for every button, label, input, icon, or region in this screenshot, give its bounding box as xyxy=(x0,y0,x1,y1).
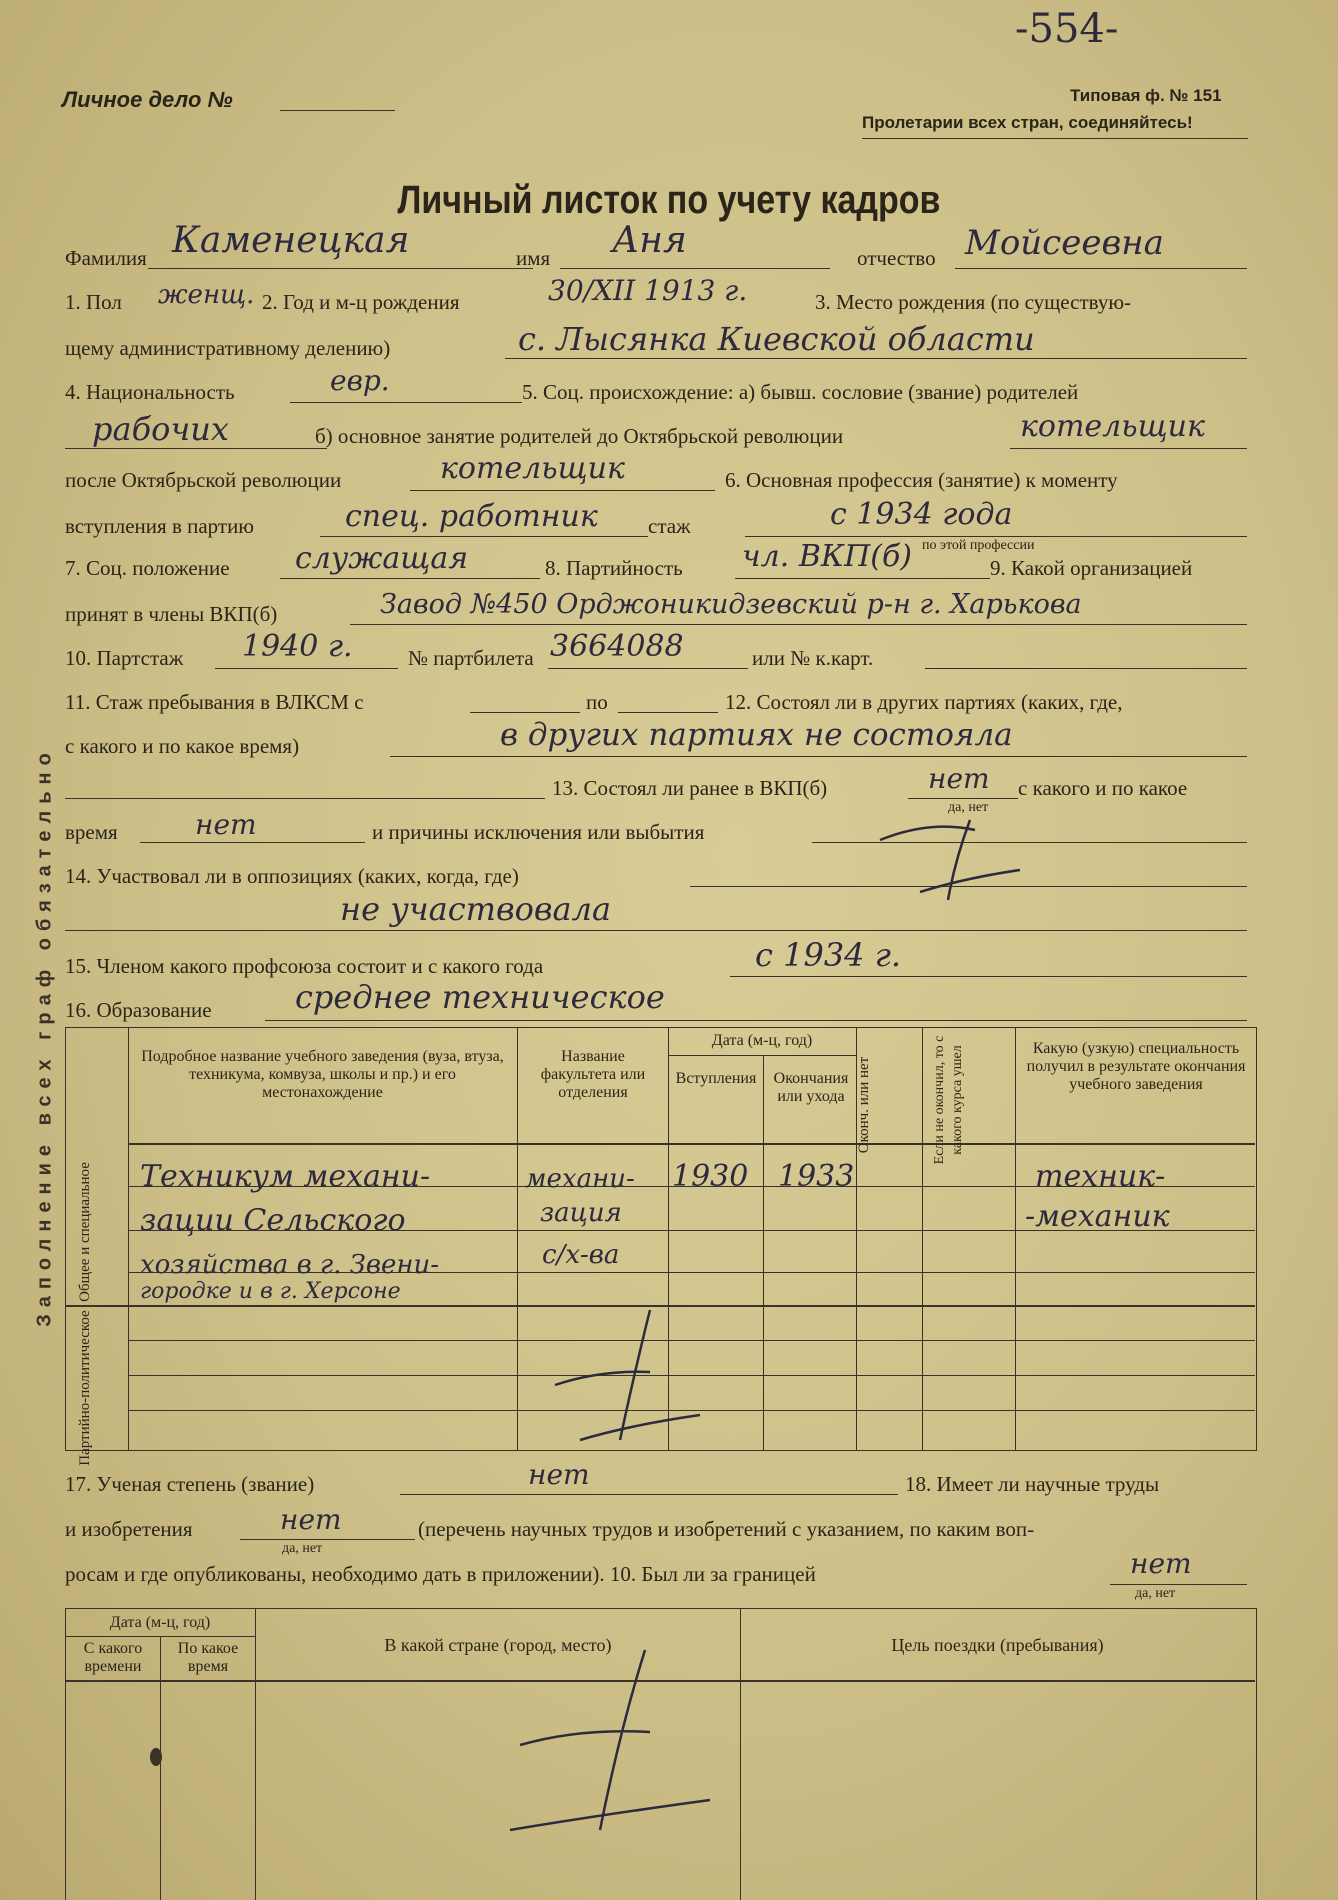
works-line xyxy=(240,1539,415,1540)
works-text-1: (перечень научных трудов и изобретений с указанием, по каким воп- xyxy=(418,1517,1035,1541)
degree-value: нет xyxy=(528,1458,590,1491)
nationality-value: евр. xyxy=(330,364,390,397)
stazh-value: с 1934 года xyxy=(830,497,1013,532)
degree-line xyxy=(400,1494,898,1495)
party-value: чл. ВКП(б) xyxy=(742,539,912,574)
parents-before-line xyxy=(1010,448,1247,449)
header-faculty: Название факультета или отделения xyxy=(540,1048,646,1101)
dash-scribble-1 xyxy=(870,800,1050,910)
other-parties-value: в других партиях не состояла xyxy=(500,717,1013,753)
birthplace-line xyxy=(505,358,1247,359)
row-label-political: Партийно-политическое xyxy=(77,1310,93,1466)
school-line-4: городке и в г. Херсоне xyxy=(140,1279,401,1304)
card-value: 3664088 xyxy=(550,629,684,664)
education-label: 16. Образование xyxy=(65,998,212,1022)
partstazh-label: 10. Партстаж xyxy=(65,646,184,670)
name-value: Аня xyxy=(612,220,687,261)
origin-label: 5. Соц. происхождение: а) бывш. сословие (звание) родителей xyxy=(522,380,1079,404)
header-finished: Оконч. или нет xyxy=(856,1056,872,1154)
sex-value: женщ. xyxy=(158,280,255,310)
row-label-general: Общее и специальное xyxy=(77,1162,93,1302)
education-line xyxy=(265,1020,1247,1021)
partstazh-line xyxy=(215,668,398,669)
vkpb-label: 13. Состоял ли ранее в ВКП(б) xyxy=(552,776,828,800)
specialty-line-2: -механик xyxy=(1025,1199,1170,1234)
vlksm-to-label: по xyxy=(586,690,608,714)
birthplace-label-1: 3. Место рождения (по существую- xyxy=(815,290,1132,314)
kkart-line xyxy=(925,668,1247,669)
header-specialty: Какую (узкую) специальность получил в результате окончания учебного заведения xyxy=(1026,1040,1246,1093)
faculty-line-1: механи- xyxy=(525,1164,635,1194)
name-line xyxy=(560,268,830,269)
patronymic-value: Мойсеевна xyxy=(965,223,1164,263)
birthplace-value: с. Лысянка Киевской области xyxy=(518,320,1035,358)
org-value: Завод №450 Орджоникидзевский р-н г. Харькова xyxy=(380,589,1082,620)
nationality-label: 4. Национальность xyxy=(65,380,235,404)
kkart-label: или № к.карт. xyxy=(752,646,874,670)
nationality-line xyxy=(290,402,522,403)
time-label: время xyxy=(65,820,118,844)
page-title: Личный листок по учету кадров xyxy=(397,178,941,222)
union-line xyxy=(730,976,1247,977)
vlksm-to-line xyxy=(618,712,718,713)
name-label: имя xyxy=(516,246,551,270)
slogan: Пролетарии всех стран, соединяйтесь! xyxy=(862,113,1193,132)
abroad-from: С какого времени xyxy=(83,1640,143,1675)
other-parties-line xyxy=(390,756,1247,757)
degree-label: 17. Ученая степень (звание) xyxy=(65,1472,315,1496)
sex-label: 1. Пол xyxy=(65,290,122,314)
party-line xyxy=(735,578,990,579)
profession-label-1: 6. Основная профессия (занятие) к моменту xyxy=(725,468,1118,492)
specialty-line-1: техник- xyxy=(1035,1159,1166,1194)
union-value: с 1934 г. xyxy=(755,936,902,974)
works-label-1: 18. Имеет ли научные труды xyxy=(905,1472,1160,1496)
opposition-value: не участвовала xyxy=(340,890,612,928)
parents-after-line xyxy=(410,490,715,491)
union-label: 15. Членом какого профсоюза состоит и с какого года xyxy=(65,954,544,978)
partstazh-value: 1940 г. xyxy=(242,629,353,664)
opposition-label: 14. Участвовал ли в оппозициях (каких, когда, где) xyxy=(65,864,519,888)
entry-year: 1930 xyxy=(672,1159,749,1194)
patronymic-label: отчество xyxy=(857,246,936,270)
vkpb-value: нет xyxy=(928,762,990,795)
vkpb-note: да, нет xyxy=(948,800,989,815)
faculty-line-2: зация xyxy=(540,1198,622,1228)
slogan-underline xyxy=(862,138,1248,139)
other-parties-label-2: с какого и по какое время) xyxy=(65,734,300,758)
other-parties-line-2 xyxy=(65,798,545,799)
col-line xyxy=(517,1027,518,1451)
dash-scribble-2 xyxy=(540,1300,720,1450)
social-value: служащая xyxy=(295,541,469,576)
school-line-2: зации Сельского xyxy=(140,1203,406,1238)
card-label: № партбилета xyxy=(408,646,534,670)
vkpb-time-label: с какого и по какое xyxy=(1018,776,1188,800)
file-number-line xyxy=(280,110,395,111)
education-value: среднее техническое xyxy=(295,978,665,1016)
header-exit: Окончания или ухода xyxy=(773,1070,849,1105)
paper-hole xyxy=(150,1748,162,1766)
works-label-2: и изобретения xyxy=(65,1517,193,1541)
origin-value: рабочих xyxy=(92,410,229,448)
opposition-line-2 xyxy=(65,930,1247,931)
card-line xyxy=(548,668,748,669)
vkpb-line xyxy=(908,798,1018,799)
row-line xyxy=(65,1636,255,1637)
abroad-purpose: Цель поездки (пребывания) xyxy=(891,1635,1104,1655)
origin-line xyxy=(65,448,327,449)
surname-label: Фамилия xyxy=(65,246,147,270)
surname-value: Каменецкая xyxy=(172,220,410,261)
col-line xyxy=(922,1027,923,1451)
header-entry: Вступления xyxy=(675,1070,757,1087)
exit-year: 1933 xyxy=(778,1159,855,1194)
abroad-line xyxy=(1110,1584,1247,1585)
col-line xyxy=(1015,1027,1016,1451)
header-school: Подробное название учебного заведения (вуза, втуза, техникума, комвуза, школы и пр.) и его местонахождение xyxy=(141,1048,504,1101)
party-label: 8. Партийность xyxy=(545,556,683,580)
profession-label-2: вступления в партию xyxy=(65,514,254,538)
parents-after-value: котельщик xyxy=(440,451,625,486)
works-value: нет xyxy=(280,1503,342,1536)
works-text-2: росам и где опубликованы, необходимо дать в приложении). 10. Был ли за границей xyxy=(65,1562,816,1586)
abroad-value: нет xyxy=(1130,1547,1192,1580)
stazh-label: стаж xyxy=(648,514,691,538)
form-type: Типовая ф. № 151 xyxy=(1070,86,1222,105)
org-line xyxy=(350,624,1247,625)
col-line xyxy=(763,1055,764,1451)
surname-line xyxy=(148,268,533,269)
stazh-note: по этой профессии xyxy=(922,538,1035,553)
abroad-country: В какой стране (город, место) xyxy=(384,1635,612,1655)
works-note: да, нет xyxy=(282,1541,323,1556)
profession-value: спец. работник xyxy=(345,499,598,534)
file-label: Личное дело № xyxy=(62,87,233,112)
org-label-2: принят в члены ВКП(б) xyxy=(65,602,278,626)
other-parties-label-1: 12. Состоял ли в других партиях (каких, где, xyxy=(725,690,1123,714)
side-note: Заполнение всех граф обязательно xyxy=(33,746,56,1327)
row-line xyxy=(128,1143,1255,1145)
school-line-1: Техникум механи- xyxy=(140,1159,431,1194)
abroad-to: По какое время xyxy=(177,1640,239,1675)
abroad-note: да, нет xyxy=(1135,1586,1176,1601)
parents-before-value: котельщик xyxy=(1020,409,1205,444)
birth-value: 30/XII 1913 г. xyxy=(548,274,748,307)
birthplace-label-2: щему административному делению) xyxy=(65,336,391,360)
row-line xyxy=(668,1055,856,1056)
stazh-line xyxy=(745,536,1247,537)
header-if-not: Если не окончил, то с какого курса ушел xyxy=(932,1035,965,1165)
time-value: нет xyxy=(195,808,257,841)
social-line xyxy=(280,578,540,579)
header-date: Дата (м-ц, год) xyxy=(711,1032,813,1049)
parents-before-label: б) основное занятие родителей до Октябрьской революции xyxy=(315,424,844,448)
dash-scribble-3 xyxy=(490,1640,730,1840)
archive-number: -554- xyxy=(1015,6,1119,52)
school-line-3: хозяйства в г. Звени- xyxy=(140,1250,440,1280)
social-label: 7. Соц. положение xyxy=(65,556,230,580)
time-line xyxy=(140,842,365,843)
birth-label: 2. Год и м-ц рождения xyxy=(262,290,460,314)
col-line xyxy=(740,1608,741,1900)
org-label-1: 9. Какой организацией xyxy=(990,556,1193,580)
abroad-date: Дата (м-ц, год) xyxy=(109,1614,211,1631)
faculty-line-3: с/х-ва xyxy=(542,1240,620,1270)
profession-line xyxy=(320,536,648,537)
col-line xyxy=(128,1027,129,1451)
parents-after-label: после Октябрьской революции xyxy=(65,468,342,492)
vlksm-label: 11. Стаж пребывания в ВЛКСМ с xyxy=(65,690,364,714)
exclusion-label: и причины исключения или выбытия xyxy=(372,820,705,844)
patronymic-line xyxy=(955,268,1247,269)
col-line xyxy=(255,1608,256,1900)
vlksm-from-line xyxy=(470,712,580,713)
